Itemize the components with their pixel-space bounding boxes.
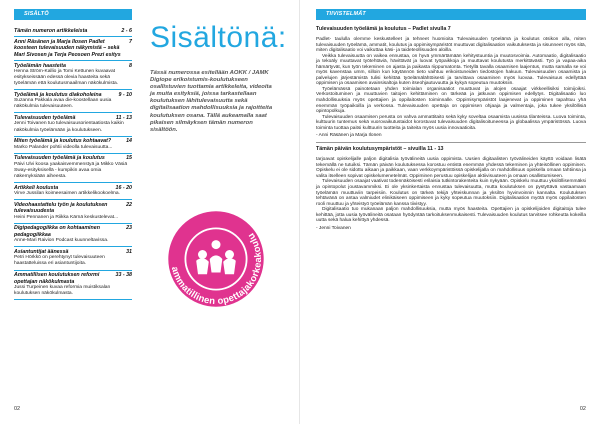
logo-text: ammatillinen opettajakorkeakoulu xyxy=(168,230,265,308)
toc-entry-desc: Heini Pennanen ja Riikka Kärnä keskustelevat... xyxy=(14,214,119,220)
toc-entry-pages: 22 xyxy=(126,201,132,208)
paragraph: tarjoavat opiskelijalle paljon digitalisia työvälineitä uusia oppimista. Uusien digitaalisten työvälineiden käyttö voidaan lisätä tekemällä ne tutuiksi. Tämän päivän koulutuksessa korostuu entistä enemmän yhdessä tekeminen ja yhteisöllinen oppiminen. Opiskelu ei ole sidottu aikaan ja paikkaan, vaan verkkoympäristöissä opiskelijalla on mahdollisuus opiskella omaan tahtiinsa ja valita itselleen sopivat opiskelumenetelmät. Oppiminen perustuu opiskelijan aktiivisuuteen ja omaan osallistumiseen. xyxy=(316,157,586,179)
toc-entry-head xyxy=(14,202,132,215)
toc-entry-title: Digipedagogiikka on kohtaaminen pedagogiikkaa xyxy=(14,225,100,238)
toc-entry[interactable] xyxy=(14,154,132,183)
toc-entry[interactable] xyxy=(14,271,132,301)
toc-entry-desc: Henna Ström-Kallio ja Tomi Kettunen kuvaavat esitykseissään edessä olevia haasteita sekä työelämän että koulutusmaailman näkökulmista. xyxy=(14,69,119,87)
toc-entry-pages: 15 xyxy=(126,155,132,162)
toc-entry-pages: 2 - 6 xyxy=(121,27,132,34)
article-signature: - Jenni Toivanen xyxy=(316,225,351,231)
toc-entry-desc: Virve Jussilan koimeesaimen artikkelikookoelma. xyxy=(14,191,120,197)
toc-entry-pages: 16 - 20 xyxy=(115,184,132,191)
toc-entry-desc: Marko Palander pohtii videolla tulevaisuutta... xyxy=(14,144,113,150)
toc-entry[interactable] xyxy=(14,37,132,61)
toc-entry-pages: 23 xyxy=(126,225,132,232)
table-of-contents xyxy=(14,26,132,300)
toc-entry[interactable] xyxy=(14,90,132,113)
article-title: Tämän päivän koulutusympäristöt – sivuilla 11 - 13 xyxy=(316,146,444,153)
section-label: SISÄLTÖ xyxy=(14,9,132,20)
toc-entry[interactable] xyxy=(14,224,132,248)
toc-entry-pages: 31 xyxy=(126,248,132,255)
toc-entry-pages: 9 - 10 xyxy=(118,91,132,98)
toc-entry-pages: 33 - 38 xyxy=(115,272,132,278)
toc-entry-title: Miten työelämä ja koulutus kohtaavat? xyxy=(14,138,112,145)
article-title: Tulevaisuuden työelämä ja koulutus – Padlet sivulla 7 xyxy=(316,26,451,32)
article-body xyxy=(316,37,586,131)
toc-entry-title: Tämän numeron artikkeleista xyxy=(14,27,88,34)
toc-entry-desc: Petri Hörkkö on perehtynyt tulevaisuuteen haastatteluissa eri asiantuntijoita. xyxy=(14,255,105,267)
article-body xyxy=(316,157,586,224)
toc-entry-title: Artikkeli koulusta xyxy=(14,184,59,191)
article-1 xyxy=(316,26,586,232)
page-number: 02 xyxy=(579,406,586,412)
paragraph: Työelämässä painotetaan yhden toimialan organisaatiot muuttuvat ja alojen osaajat virkkeellisiksi toimijoiksi. Verkostoituminen ja muuttuvien taitojen kehittäminen on tärkeää ja jatkuvan oppimisen edellytys. Digitalisaatio luo mahdollisuuksia myös opettajien ja oppilaitosten toiminnalle. Oppimisympäristöt laajenevat ja oppiminen tapahtuu yhä enemmän työpaikoilla ja verkossa. Tulevaisuuden opettaja on oppimisen ohjaaja ja valmentaja, joka tukee yksilöllisiä opintopolkuja. xyxy=(316,86,586,115)
toc-entry[interactable] xyxy=(14,61,132,90)
paragraph: Veikka tulevaisuutta on vaikea ennustaa, on hyvä ymmärtämään kehitystuuntia ja muutosvoimia. Automaatio, digitalisaatio ja tekoäly muuttavat työtehtäviä, hävittävät ja luovat työpaikkoja ja muuttavat koulutusta merkittävästi. Työ ja vapaa-aika hämärtyvät, kun työn tekeminen on ajasta ja paikasta riippumatonta. Tietyllä tavalla osaamisen laajentus, mutta samalla se voi myös kavenstaa umm, silloin kun käytännön tieto vaihtuu erikoistuneiden tiedostojen hakuun. Tulevaisuuden osaamista ja palvelujen järjestämistä tulisi kehittää työelämälähtöisesti ja tarvittava osaaminen myös luovaa. Tulevaisuus edellyttää oppimisen ja osaamisen avainsisaltoja kuten itseohjautuvuutta ja kykyä sopeutua muutoksiin. xyxy=(316,53,586,87)
toc-entry-pages: 8 xyxy=(129,62,132,69)
toc-entry-desc: Suzanna Pakkala avaa die-koostellaan uusia näkökulmia tulevaisuuteen. xyxy=(14,98,112,110)
opettajakorkeakoulu-logo xyxy=(162,205,270,313)
toc-entry[interactable] xyxy=(14,137,132,154)
toc-entry-head xyxy=(14,225,132,238)
article-signature: - Anni Räsänen ja Marja Ilonen xyxy=(316,133,382,139)
toc-entry-pages: 7 xyxy=(129,38,132,45)
toc-entry-title: Ammatillisen koulutuksen reformi opettajan näkökulmasta xyxy=(14,272,100,285)
toc-entry-desc: Jussi Turpeinen kuvaa reformia muistiksalan koulutuksen näkökulmasta. xyxy=(14,285,111,297)
toc-entry[interactable] xyxy=(14,247,132,270)
toc-entry-title: Videohaastattelu työn ja koulutuksen tulevaisuudesta xyxy=(14,201,108,215)
intro-text: Tässä numerossa esitellään AOKK / JAMK Digiope erikoistumis-koulutukseen osallistuvien tuottamia artikkeleita, videoita ja muita esityksiä, joissa tarkastellaan koulutuksen lähitulevaisuutta sekä digitalisaation mahdollisuuksia ja rajoitteita koulutuksen osana. Tällä aukeamalla saat pikaisen silmäyksen tämän numeron sisältöön. xyxy=(150,70,273,133)
toc-entry-pages: 11 - 13 xyxy=(115,114,132,121)
page-number: 02 xyxy=(14,406,21,412)
toc-entry[interactable] xyxy=(14,200,132,224)
toc-entry[interactable] xyxy=(14,113,132,136)
toc-entry-desc: Jenni Toivanen tuo tulevaisuusorientaatiosta kaikin näkökulmia työelämään ja koulutukseen. xyxy=(14,121,124,133)
paragraph: Tulevaisuuden osaamisen perusta on vahva ammattitaito sekä kyky soveltaa osaamista uusissa tilanteissa. Luova toiminta, kulttuurin tuntemus sekä vuorovaikutustaidot korostuvat tulevaisuuden digitalisoituneessa ja globaalissa ympäristössä. Luova toiminta tuottaa paitsi kulttuurin tuotteita ja taiteita myös uusia innovaatioita. xyxy=(316,114,586,131)
toc-entry-title: Tulevaisuuden työelämä xyxy=(14,114,76,121)
page-title: Sisältönä: xyxy=(150,21,287,54)
toc-entry[interactable] xyxy=(14,26,132,37)
paragraph: Digitalisaatio tuo mukanaan paljon mahdollisuuksia, mutta myös haasteita. Opettajien ja opiskelijoiden digitaitoja tulee kehittää, jotta uusia työvälineitä osataan hyödyntää tarkoituksenmukaisesti. Tulevaisuuden koulutus tarvitsee rohkeutta kokeilla uutta sekä halua kehittyä yhdessä. xyxy=(316,207,586,224)
toc-entry-desc: Anne-Mari Raivion Podcast kuunneltavissa. xyxy=(14,238,109,244)
toc-entry-pages: 14 xyxy=(126,138,132,145)
paragraph: Tulevaisuuden osaajat vaativat todennäköisesti erilaisia tutkintorakenteita kuin nykyään. Opiskelu muuttuu yksilöllisemmäksi ja opintopolut joustavammiksi. Ei ole yksinkertaista ennustaa tulevaisuutta, mutta koulutuksen on pystyttävä vastaamaan työelämän muuttuviin tarpeisiin. Koulutus on tärkeä tekijä yhteiskunnan ja yksilön hyvinvoinnin kannalta. Koulutuksen tehtävänä on antaa valmiudet elinikäiseen oppimiseen ja kyky sopeutua muutoksiin. Digitalisaation myötä myös oppilaitosten rooli muuttuu ja yhteistyö työelämän kanssa tiivistyy. xyxy=(316,179,586,207)
toc-entry-title: Tulevaisuuden työelämä ja koulutus xyxy=(14,155,105,162)
toc-entry-head xyxy=(14,28,132,35)
divider xyxy=(316,142,586,143)
toc-entry-title: Anni Räsänen ja Marja Ilosen Padlet koosteen tulevaisuuden näkymistä – sekä Mari Sivosen ja Terja Peosoen Prezi esitys xyxy=(14,38,121,58)
paragraph: Padlet- taululla olemme keskustelleet ja tehneet huomioita Tulevaisuuden työelämä ja koulutus otsikon alla, miten tulevaisuuden työelämä, ammatit, koulutus ja oppimisympäristöt muuttuvat digitalisaation vaikutuksesta ja sisunneet myös sitä, miten digitalisaatio voi vaikuttaa käsi- ja taideteollisuuden aloilla. xyxy=(316,37,586,54)
toc-entry-title: Työelämä ja koulutus diakoholeina xyxy=(14,91,102,98)
toc-entry-head xyxy=(14,39,132,59)
toc-entry[interactable] xyxy=(14,183,132,200)
right-page xyxy=(300,0,600,424)
toc-entry-head xyxy=(14,272,132,285)
section-label: TIIVISTELMÄT xyxy=(316,9,586,20)
toc-entry-title: Asiantuntijat äänessä xyxy=(14,248,69,255)
toc-entry-desc: Päivi Ulvi koosa yaakaisvemmenstyä ja Mikko Väsiä Sway-esityksisellä - kumpikin avaa omia näkemyksiään aiheesta. xyxy=(14,161,128,179)
toc-entry-title: Työelämän haasteita xyxy=(14,62,66,69)
